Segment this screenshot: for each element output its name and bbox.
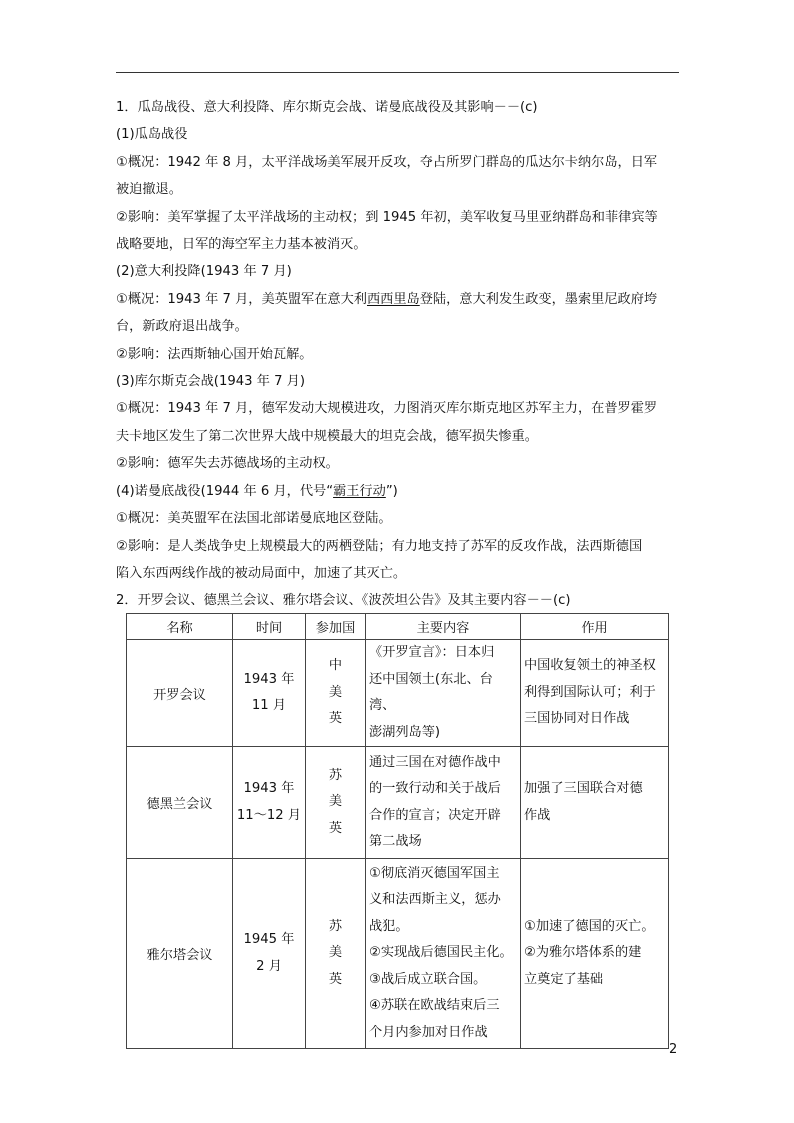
normandy-overview: ①概况：美英盟军在法国北部诺曼底地区登陆。 [116, 511, 392, 527]
cell-countries [306, 640, 366, 747]
cell-name: 雅尔塔会议 [127, 859, 233, 1049]
cell-content [366, 859, 521, 1049]
italy-overview-post: 登陆，意大利发生政变，墨索里尼政府垮 [419, 291, 658, 307]
kursk-overview-line1: ①概况：1943 年 7 月，德军发动大规模进攻，力图消灭库尔斯克地区苏军主力，在普罗霍罗 [116, 401, 658, 417]
normandy-title-post: ”) [385, 483, 398, 499]
content-line: 义和法西斯主义，惩办 [369, 892, 501, 908]
country: 美 [328, 684, 343, 700]
conference-table [126, 613, 669, 1049]
content-line: 个月内参加对日作战 [369, 1024, 488, 1040]
time-line: 11～12 月 [236, 807, 302, 823]
cell-content [366, 747, 521, 859]
content-line: ③战后成立联合国。 [369, 971, 487, 987]
country: 英 [328, 711, 343, 727]
country: 苏 [328, 767, 343, 783]
content-line: 战犯。 [369, 918, 409, 934]
table-row [127, 640, 669, 747]
italy-overview-pre: ①概况：1943 年 7 月，美英盟军在意大利 [116, 291, 367, 307]
cell-name: 开罗会议 [127, 640, 233, 747]
document-body [116, 94, 682, 615]
cell-content [366, 640, 521, 747]
header-role: 作用 [521, 614, 669, 640]
kursk-title: (3)库尔斯克会战(1943 年 7 月) [116, 374, 305, 390]
country: 英 [328, 971, 343, 987]
operation-overlord-underlined: 霸王行动 [333, 483, 386, 499]
kursk-impact: ②影响：德军失去苏德战场的主动权。 [116, 456, 339, 472]
content-line: 澎湖列岛等) [369, 724, 441, 740]
kursk-overview-line2: 夫卡地区发生了第二次世界大战中规模最大的坦克会战，德军损失惨重。 [116, 428, 538, 444]
cell-role [521, 640, 669, 747]
content-line: 的一致行动和关于战后 [369, 781, 501, 796]
role-line: 作战 [524, 807, 551, 823]
cell-time [233, 859, 306, 1049]
time-line: 2 月 [256, 958, 282, 974]
cell-time [233, 640, 306, 747]
header-time: 时间 [233, 614, 306, 640]
role-line: ②为雅尔塔体系的建 [524, 945, 642, 961]
normandy-impact-line1: ②影响：是人类战争史上规模最大的两栖登陆；有力地支持了苏军的反攻作战，法西斯德国 [116, 538, 643, 554]
content-line: ④苏联在欧战结束后三 [369, 998, 500, 1014]
cell-time [233, 747, 306, 859]
content-line: 还中国领土(东北、台湾、 [369, 671, 493, 713]
role-line: 三国协同对日作战 [524, 711, 630, 727]
time-line: 1945 年 [243, 932, 295, 947]
section1-heading: 1．瓜岛战役、意大利投降、库尔斯克会战、诺曼底战役及其影响－－(c) [116, 100, 538, 115]
table-header-row [127, 614, 669, 640]
content-line: ②实现战后德国民主化。 [369, 945, 513, 961]
country: 美 [328, 794, 343, 810]
content-line: 第二战场 [369, 834, 422, 849]
italy-title: (2)意大利投降(1943 年 7 月) [116, 264, 292, 280]
cell-role [521, 859, 669, 1049]
cell-countries [306, 747, 366, 859]
normandy-title-pre: (4)诺曼底战役(1944 年 6 月，代号“ [116, 483, 334, 499]
normandy-title [116, 478, 682, 505]
time-line: 11 月 [251, 698, 287, 713]
guadalcanal-title: (1)瓜岛战役 [116, 127, 188, 143]
cell-role [521, 747, 669, 859]
role-line: 利得到国际认可；利于 [524, 684, 656, 700]
cell-name: 德黑兰会议 [127, 747, 233, 859]
role-line: 立奠定了基础 [524, 971, 604, 987]
cell-countries [306, 859, 366, 1049]
header-rule [116, 72, 679, 73]
guadalcanal-overview-line1: ①概况：1942 年 8 月，太平洋战场美军展开反攻，夺占所罗门群岛的瓜达尔卡纳尔岛，日军 [116, 154, 658, 170]
header-content: 主要内容 [366, 614, 521, 640]
role-line: ①加速了德国的灭亡。 [524, 918, 655, 934]
guadalcanal-impact-line1: ②影响：美军掌握了太平洋战场的主动权；到 1945 年初，美军收复马里亚纳群岛和菲律宾等 [116, 209, 658, 225]
page-number: 2 [669, 1042, 678, 1057]
time-line: 1943 年 [243, 781, 295, 796]
guadalcanal-impact-line2: 战略要地，日军的海空军主力基本被消灭。 [116, 237, 367, 253]
table-row [127, 859, 669, 1049]
italy-overview-line1 [116, 286, 682, 313]
country: 英 [328, 820, 343, 836]
normandy-impact-line2: 陷入东西两线作战的被动局面中，加速了其灭亡。 [116, 565, 407, 581]
content-line: 合作的宣言；决定开辟 [369, 807, 501, 823]
content-line: ①彻底消灭德国军国主 [369, 865, 500, 881]
role-line: 中国收复领土的神圣权 [524, 658, 656, 674]
table-row [127, 747, 669, 859]
role-line: 加强了三国联合对德 [524, 781, 643, 796]
country: 中 [328, 658, 343, 674]
header-name: 名称 [127, 614, 233, 640]
country: 美 [328, 945, 343, 961]
time-line: 1943 年 [243, 671, 295, 687]
country: 苏 [328, 918, 343, 934]
italy-impact: ②影响：法西斯轴心国开始瓦解。 [116, 346, 313, 362]
content-line: 通过三国在对德作战中 [369, 754, 501, 770]
content-line: 《开罗宣言》：日本归 [369, 645, 495, 660]
section2-heading: 2．开罗会议、德黑兰会议、雅尔塔会议、《波茨坦公告》及其主要内容－－(c) [116, 593, 571, 609]
guadalcanal-overview-line2: 被迫撤退。 [116, 182, 182, 198]
italy-overview-line2: 台，新政府退出战争。 [116, 319, 248, 335]
header-countries: 参加国 [306, 614, 366, 640]
sicily-underlined: 西西里岛 [366, 291, 420, 307]
